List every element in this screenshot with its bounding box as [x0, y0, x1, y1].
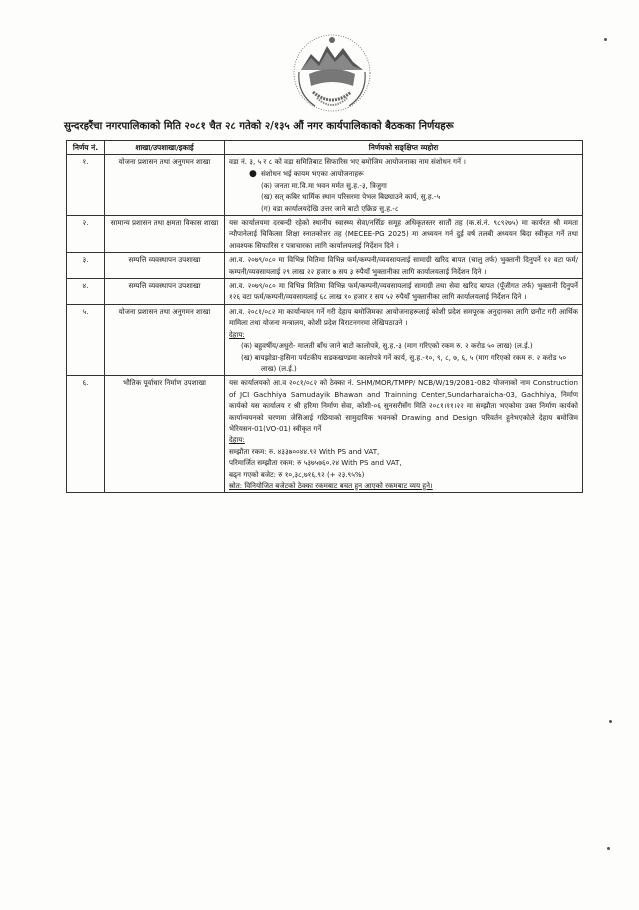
decision-unit: सामान्य प्रशासन तथा क्षमता विकास शाखा — [105, 216, 225, 253]
decision-no: १. — [67, 155, 105, 216]
scan-speck — [607, 847, 610, 850]
decision-unit: योजना प्रशासन तथा अनुगमन शाखा — [105, 155, 225, 216]
list-item: (ग) वडा कार्यालयदेखि उत्तर जाने बाटो एक्रिङ सु.ह.-८ — [261, 203, 399, 213]
table-row — [67, 279, 583, 305]
list-item: (ख) बायझोडा-हसिना पर्यटकीय सडकखण्डमा कालोपत्रे गर्ने कार्य, सु.ह.-१०, ९, ८, ७, ६, ५ (माग गरिएको रकम रु. २ करोड ५० लाख) (ल.ई.) — [241, 352, 567, 373]
decision-summary — [225, 376, 583, 493]
table-row — [67, 216, 583, 253]
list-item: (ख) सत् कबिर धार्मिक स्थान परिसरमा पेभल बिछ्याउने कार्य, सु.ह.-५ — [261, 192, 441, 202]
decision-summary: आ.व. २०७९/०८० मा विभिन्न मितिमा विभिन्न फर्म/कम्पनी/व्यवसायलाई सामाग्री खरिद बापत (चालु तर्फ) भुक्तानी दिनुपर्ने १२ वटा फर्म/कम्पनी/व्यवसायलाई २९ लाख २२ हजार ७ सय ३ रुपैयाँ भुक्तानीका लागि कार्यालयलाई निर्देशन दिने । — [225, 253, 583, 279]
decisions-table — [66, 140, 583, 493]
section-label: देहाय: — [229, 329, 245, 339]
decision-no: ३. — [67, 253, 105, 279]
decision-unit: सम्पत्ति व्यवस्थापन उपशाखा — [105, 279, 225, 305]
decision-text: यस कार्यालयको आ.व २०८१/०८२ को ठेक्का नं. SHM/MOR/TMPP/ NCB/W/19/2081-082 योजनाको नाम Construction of JCI Gachhiya Samudayik Bhawan and Trainning Center,Sundarharaicha-03, Gachhiya, निर्माण कार्यको यस कार्यालय र श्री हरिमा निर्माण सेवा, कोशी-०६ सुनसरीसँग मिति २०८१।११।२२ मा सम्झौता भएकोमा उक्त निर्माण कार्यको कार्यान्वयनको चरणमा जेसिआई गछियाको सामुदायिक भवनको Drawing and Design परिवर्तन हुनेभएकोले देहाय बमोजिम भेरियसन-01(VO-01) स्वीकृत गर्ने — [229, 378, 578, 433]
section-label: देहाय: — [229, 435, 245, 445]
amount-line: सम्झौता रकम: रु. ४३३७००४४.९२ With PS and VAT, — [229, 446, 380, 456]
amount-line: बढ्न गएको बजेट: रु १०,३८,७१६.९२ (+ २३.९५%) — [229, 469, 365, 479]
decision-summary: यस कार्यालयमा दरबन्दी रहेको स्थानीय स्वास्थ्य सेवा/नर्सिङ समूह अधिकृतस्तर सातौं तह (क.सं.नं. ९८९२७५) मा कार्यरत श्री ममता न्यौपानेलाई चिकित्सा शिक्षा स्नातकोत्तर तह (MECEE-PG 2025) मा अध्ययन गर्न दुई वर्ष तलबी अध्ययन बिदा स्वीकृत गर्ने तथा आवश्यक सिफारिस र पत्राचारका लागि कार्यालयलाई निर्देशन दिने । — [225, 216, 583, 253]
decision-no: ४. — [67, 279, 105, 305]
scan-speck — [609, 720, 612, 723]
table-row — [67, 304, 583, 375]
decision-text: वडा नं. ३, ५ र ८ को वडा समितिबाट सिफारिस भए बमोजिम आयोजनाका नाम संशोधन गर्ने । — [229, 157, 466, 166]
scan-speck — [604, 38, 607, 41]
list-item: (क) बहुवर्षीय/अधुरो- मालती बाँध जाने बाटो कालोपत्रे, सु.ह.-३ (माग गरिएको रकम रु. २ करोड ५० लाख) (ल.ई.) — [241, 341, 533, 351]
bullet-line — [249, 168, 578, 179]
table-header-row — [67, 141, 583, 155]
table-row — [67, 155, 583, 216]
decision-no: २. — [67, 216, 105, 253]
decision-summary — [225, 304, 583, 375]
municipality-seal-logo — [287, 28, 377, 118]
decision-text: आ.व. २०८१/०८२ मा कार्यान्वयन गर्ने गरी देहाय बमोजिमका आयोजनाहरूलाई कोशी प्रदेश समपूरक अनुदानका लागि छनौट गरी आर्थिक मामिला तथा योजना मन्त्रालय, कोशी प्रदेश विराटनगरमा लेखिपठाउने । — [229, 306, 578, 328]
table-row — [67, 376, 583, 493]
source-line: स्रोत: विनियोजित बजेटको ठेक्का रकमबाट बचत हुन आएको रकमबाट व्यय हुने। — [229, 480, 433, 490]
header-decision-no: निर्णय नं. — [67, 141, 105, 155]
decision-no: ५. — [67, 304, 105, 375]
table-row — [67, 253, 583, 279]
bullet-icon: ● — [249, 169, 257, 180]
bullet-text: संशोधन भई कायम भएका आयोजनाहरू — [261, 169, 364, 179]
header-summary: निर्णयको सङ्क्षिप्त व्यहोरा — [225, 141, 583, 155]
document-title: सुन्दरहरैंचा नगरपालिकाको मिति २०८१ चैत २८ गतेको २/१३५ औं नगर कार्यपालिकाको बैठकका निर्णयहरू — [64, 121, 454, 132]
decision-unit: भौतिक पूर्वाधार निर्माण उपशाखा — [105, 376, 225, 493]
amount-line: परिमार्जित सम्झौता रकम: रु ५३७५७६०.२४ With PS and VAT, — [229, 458, 402, 468]
decision-summary: आ.व. २०७९/०८० मा विभिन्न मितिमा विभिन्न फर्म/कम्पनी/व्यवसायलाई सामाग्री तथा सेवा खरिद बापत (पूँजीगत तर्फ) भुक्तानी दिनुपर्ने १२६ वटा फर्म/कम्पनी/व्यवसायलाई ६८ लाख १० हजार र सय ५२ रुपैयाँ भुक्तानीका लागि कार्यालयलाई निर्देशन दिने । — [225, 279, 583, 305]
header-unit: शाखा/उपशाखा/इकाई — [105, 141, 225, 155]
decision-summary — [225, 155, 583, 216]
decision-unit: योजना प्रशासन तथा अनुगमन शाखा — [105, 304, 225, 375]
decision-no: ६. — [67, 376, 105, 493]
list-item: (क) जनता मा.वि.मा भवन मर्मत सु.ह.-३, त्रिजुगा — [261, 180, 387, 190]
decision-unit: सम्पत्ति व्यवस्थापन उपशाखा — [105, 253, 225, 279]
